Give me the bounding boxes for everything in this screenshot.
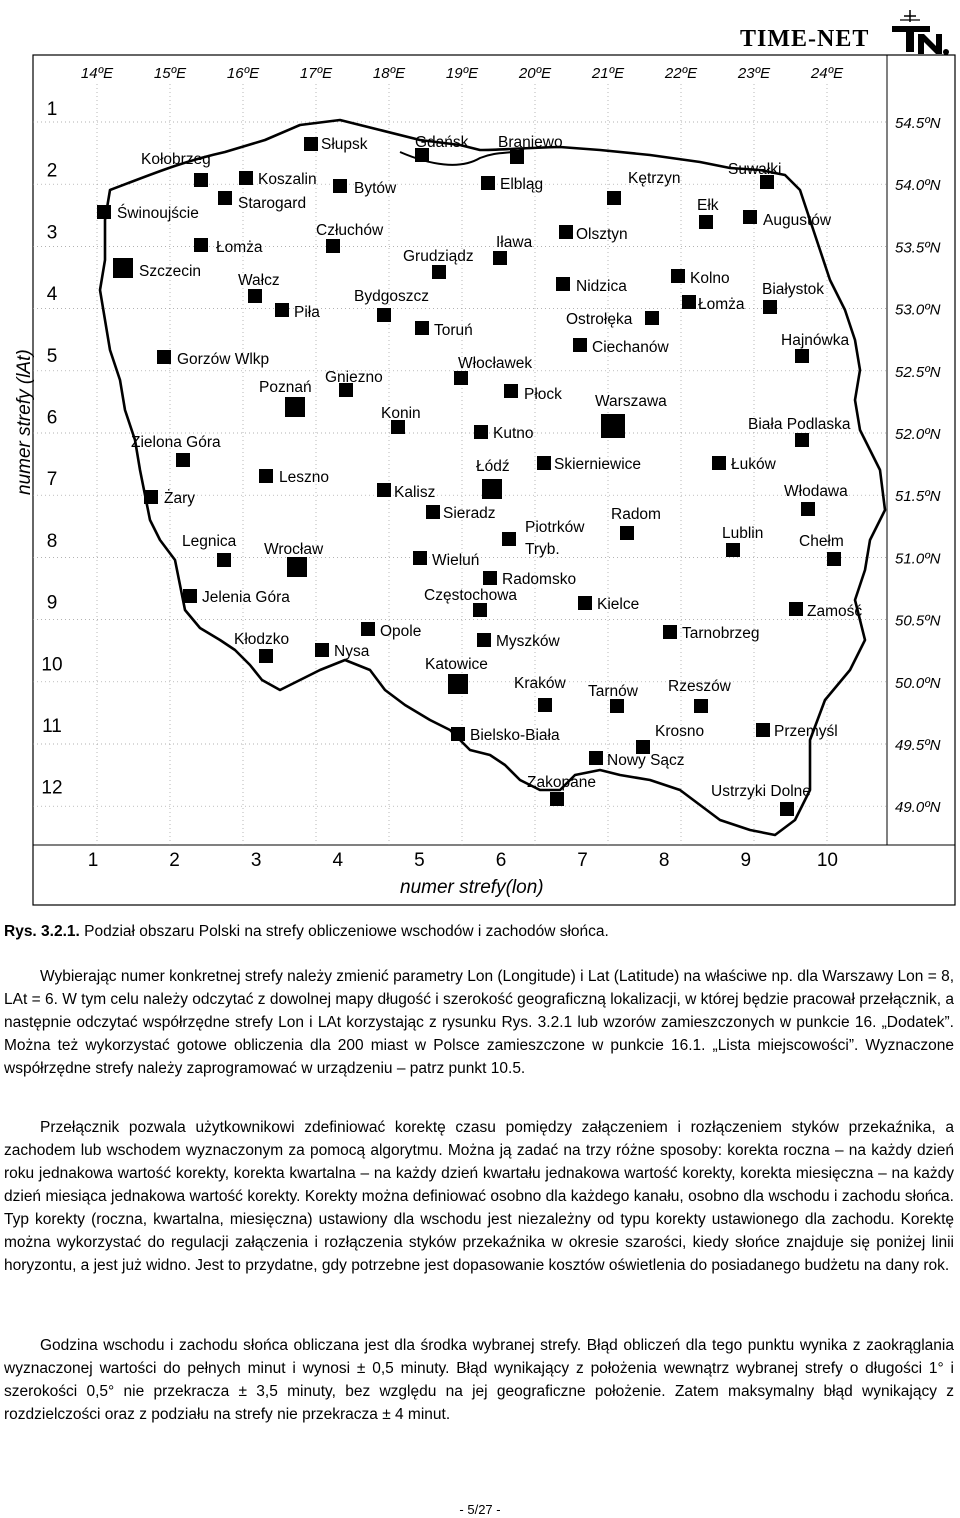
city-marker-icon bbox=[391, 420, 405, 434]
city-label: Tarnów bbox=[588, 683, 638, 700]
city-label: Kołobrzeg bbox=[141, 151, 211, 168]
city-label: Leszno bbox=[279, 469, 329, 486]
lon-degree-label: 21ºE bbox=[591, 65, 625, 82]
city-marker-icon bbox=[473, 603, 487, 617]
city-marker-icon bbox=[789, 602, 803, 616]
city-marker-icon bbox=[607, 191, 621, 205]
city-label: Płock bbox=[524, 386, 562, 403]
brand-name: TIME-NET bbox=[740, 26, 870, 52]
city-label: Piła bbox=[294, 304, 320, 321]
lon-zone-number: 10 bbox=[816, 850, 838, 871]
lat-zone-number: 4 bbox=[46, 284, 58, 306]
lon-zone-number: 4 bbox=[332, 850, 344, 871]
city-marker-icon bbox=[194, 238, 208, 252]
city-label: Łuków bbox=[731, 456, 776, 473]
city-marker-icon bbox=[556, 277, 570, 291]
city-marker-icon bbox=[743, 210, 757, 224]
city-label: Kłodzko bbox=[234, 631, 290, 648]
city-label: Słupsk bbox=[321, 136, 368, 153]
city-label: Myszków bbox=[496, 633, 560, 650]
city-label: Nidzica bbox=[576, 278, 627, 295]
city-label: Ustrzyki Dolne bbox=[711, 783, 811, 800]
city-marker-icon bbox=[699, 215, 713, 229]
lat-zone-number: 11 bbox=[42, 716, 62, 737]
city-label: Konin bbox=[381, 405, 421, 422]
body-paragraph: Godzina wschodu i zachodu słońca obliczana jest dla środka wybranej strefy. Błąd obliczeń dla tego punktu wynika z zaokrąglania wyznaczonej wartości do pełnych minut i wynosi ± 0,5 minuty. Błąd wynikający z położenia wewnątrz wybranej strefy o długości 1° i szerokości 0,5° nie przekracza ± 3,5 minuty, bez względu na jej geograficzne położenie. Zatem maksymalny błąd wynikający z rozdzielczości oraz z podziału na strefy nie przekracza ± 4 minut. bbox=[4, 1337, 954, 1423]
city-label: Bytów bbox=[354, 180, 397, 197]
city-marker-icon bbox=[315, 643, 329, 657]
lon-zone-number: 6 bbox=[495, 850, 507, 871]
city-marker-icon bbox=[415, 321, 429, 335]
page-number: - 5/27 - bbox=[459, 1502, 501, 1517]
city-marker-icon bbox=[259, 469, 273, 483]
lat-degree-label: 54.0ºN bbox=[895, 177, 941, 195]
lon-degree-label: 14ºE bbox=[80, 65, 114, 82]
lat-axis-title: numer strefy (lAt) bbox=[14, 349, 35, 495]
city-label: Zakopane bbox=[527, 774, 596, 791]
city-marker-icon bbox=[795, 433, 809, 447]
city-marker-icon bbox=[578, 596, 592, 610]
lat-degree-label: 51.5ºN bbox=[895, 488, 941, 506]
city-marker-icon bbox=[326, 239, 340, 253]
city-marker-icon bbox=[483, 571, 497, 585]
city-label: Starogard bbox=[238, 195, 307, 212]
city-label: Sieradz bbox=[443, 505, 496, 522]
lon-degree-label: 20ºE bbox=[518, 65, 552, 82]
city-label: Przemyśl bbox=[774, 723, 838, 740]
city-marker-icon bbox=[454, 371, 468, 385]
city-label: Opole bbox=[380, 623, 422, 640]
lat-degree-label: 54.5ºN bbox=[895, 115, 941, 132]
city-marker-icon bbox=[671, 269, 685, 283]
city-label: Zamość bbox=[807, 603, 863, 620]
city-label: Poznań bbox=[259, 379, 312, 396]
city-label: Ostrołęka bbox=[566, 311, 633, 328]
lon-degree-label: 24ºE bbox=[810, 65, 844, 82]
city-label: Łomża bbox=[216, 239, 263, 256]
city-marker-icon bbox=[97, 205, 111, 219]
city-label: Koszalin bbox=[258, 171, 317, 188]
figure-caption-label: Rys. 3.2.1. bbox=[4, 923, 80, 940]
city-label: Krosno bbox=[655, 723, 705, 740]
lon-zone-number: 3 bbox=[250, 850, 262, 871]
lon-degree-label: 23ºE bbox=[737, 65, 771, 82]
city-label: Elbląg bbox=[500, 176, 544, 193]
city-marker-icon bbox=[538, 698, 552, 712]
city-marker-icon bbox=[504, 384, 518, 398]
lat-degree-label: 53.5ºN bbox=[895, 239, 941, 257]
lat-degree-label: 53.0ºN bbox=[895, 301, 941, 319]
lat-degree-label: 52.5ºN bbox=[895, 363, 941, 381]
lon-degree-label: 19ºE bbox=[445, 65, 479, 82]
city-label: Katowice bbox=[425, 656, 488, 673]
city-label: Jelenia Góra bbox=[202, 589, 290, 606]
city-marker-icon bbox=[239, 171, 253, 185]
city-marker-icon bbox=[780, 802, 794, 816]
city-marker-icon bbox=[157, 350, 171, 364]
city-marker-icon bbox=[113, 258, 133, 278]
city-label: Włocławek bbox=[458, 355, 533, 372]
city-marker-icon bbox=[482, 479, 502, 499]
city-marker-icon bbox=[493, 251, 507, 265]
city-label: Kraków bbox=[514, 675, 566, 692]
city-marker-icon bbox=[537, 456, 551, 470]
city-label: Kalisz bbox=[394, 484, 436, 501]
lat-zone-number: 2 bbox=[46, 160, 58, 182]
city-label: Lublin bbox=[722, 525, 764, 542]
lat-zone-number: 6 bbox=[46, 407, 58, 429]
city-marker-icon bbox=[481, 176, 495, 190]
city-marker-icon bbox=[285, 397, 305, 417]
city-marker-icon bbox=[726, 543, 740, 557]
city-label: Radomsko bbox=[502, 571, 577, 588]
city-marker-icon bbox=[361, 622, 375, 636]
city-marker-icon bbox=[217, 553, 231, 567]
city-label: Iława bbox=[496, 234, 533, 251]
city-label: Hajnówka bbox=[781, 332, 850, 349]
city-label: Augustów bbox=[763, 212, 832, 229]
city-label: Ciechanów bbox=[592, 339, 669, 356]
city-label: Żary bbox=[164, 490, 195, 507]
city-marker-icon bbox=[474, 425, 488, 439]
lon-degree-label: 17ºE bbox=[299, 65, 333, 82]
lon-zone-number: 2 bbox=[169, 850, 180, 871]
city-marker-icon bbox=[663, 625, 677, 639]
city-label: Gorzów Wlkp bbox=[177, 351, 270, 368]
city-marker-icon bbox=[144, 490, 158, 504]
city-label: Kielce bbox=[597, 596, 640, 613]
city-marker-icon bbox=[601, 414, 625, 438]
city-label: Świnoujście bbox=[117, 205, 199, 222]
city-label: Białystok bbox=[762, 281, 825, 298]
lon-zone-number: 8 bbox=[658, 850, 670, 871]
lat-zone-number: 5 bbox=[46, 345, 58, 367]
city-label: Gdańsk bbox=[415, 134, 469, 151]
lon-zone-number: 1 bbox=[87, 850, 99, 871]
city-marker-icon bbox=[287, 557, 307, 577]
city-marker-icon bbox=[712, 456, 726, 470]
city-marker-icon bbox=[432, 265, 446, 279]
city-marker-icon bbox=[448, 674, 468, 694]
city-marker-icon bbox=[763, 300, 777, 314]
city-marker-icon bbox=[620, 526, 634, 540]
body-paragraph: Przełącznik pozwala użytkownikowi zdefiniować korektę czasu pomiędzy załączeniem i rozłączeniem styków przekaźnika, a zachodem lub wschodem wyznaczonym za pomocą algorytmu. Można ją zadać na trzy różne sposoby: korekta roczna – na każdy dzień roku jednakowa wartość korekty, korekta kwartalna – na każdy dzień kwartału jednakowa wartość korekty, korekta miesięczna – na każdy dzień miesiąca jednakowa wartość korekty. Korekty można definiować osobno dla każdego kanału, osobno dla wschodu i zachodu słońca. Typ korekty (roczna, kwartalna, miesięczna) ustawiony dla wschodu jest niezależny od typu korekty ustawionego dla zachodu. Korektę można wykorzystać do regulacji załączenia i rozłączenia styków przekaźnika w okresie szarości, kiedy słońce znajduje się poniżej linii horyzontu, a jest już widno. Jest to przydatne, gdy potrzebne jest dopasowanie kosztów oświetlenia do posiadanego budżetu na dany rok. bbox=[4, 1119, 954, 1274]
city-marker-icon bbox=[259, 649, 273, 663]
city-marker-icon bbox=[589, 751, 603, 765]
figure-caption-text: Podział obszaru Polski na strefy obliczeniowe wschodów i zachodów słońca. bbox=[79, 923, 609, 940]
lat-degree-label: 50.5ºN bbox=[895, 612, 941, 630]
lat-zone-number: 3 bbox=[46, 222, 58, 244]
city-label: Bydgoszcz bbox=[354, 288, 429, 305]
city-label: Toruń bbox=[434, 322, 473, 339]
city-label: Nysa bbox=[334, 643, 370, 660]
city-label: Grudziądz bbox=[403, 248, 474, 265]
city-marker-icon bbox=[426, 505, 440, 519]
city-marker-icon bbox=[694, 699, 708, 713]
lat-zone-number: 12 bbox=[41, 777, 63, 799]
city-label: Częstochowa bbox=[424, 587, 518, 604]
city-label: Kętrzyn bbox=[628, 170, 681, 187]
city-marker-icon bbox=[377, 483, 391, 497]
city-label: Gniezno bbox=[325, 369, 383, 386]
lon-degree-label: 15ºE bbox=[153, 65, 187, 82]
city-label: Tryb. bbox=[525, 541, 560, 558]
figure-caption bbox=[4, 922, 609, 942]
city-label: Szczecin bbox=[139, 263, 202, 280]
lat-zone-number: 10 bbox=[41, 654, 63, 676]
city-label: Włodawa bbox=[784, 483, 848, 500]
city-marker-icon bbox=[559, 225, 573, 239]
city-label: Tarnobrzeg bbox=[682, 625, 760, 642]
lon-degree-label: 22ºE bbox=[664, 65, 698, 82]
city-marker-icon bbox=[645, 311, 659, 325]
lon-degree-label: 18ºE bbox=[372, 65, 406, 82]
city-marker-icon bbox=[248, 289, 262, 303]
city-marker-icon bbox=[194, 173, 208, 187]
city-label: Człuchów bbox=[316, 222, 384, 239]
body-paragraph: Wybierając numer konkretnej strefy należy zmienić parametry Lon (Longitude) i Lat (Latitude) na właściwe np. dla Warszawy Lon = 8, LAt = 6. W tym celu należy odczytać z dowolnej mapy długość i szerokość geograficzną lokalizacji, w której będzie pracował przełącznik, a następnie odczytać współrzędne strefy Lon i LAt korzystając z rysunku Rys. 3.2.1 lub wzorów zamieszczonych w punkcie 16. „Dodatek”. Można też wykorzystać gotowe obliczenia dla 200 miast w Polsce zamieszczone w punkcie 16.1. „Lista miejscowości”. Wyznaczone współrzędne strefy należy zaprogramować w urządzeniu – patrz punkt 10.5. bbox=[4, 968, 954, 1077]
city-label: Skierniewice bbox=[554, 456, 642, 473]
lat-zone-number: 7 bbox=[46, 469, 58, 491]
city-label: Warszawa bbox=[595, 393, 667, 410]
city-label: Radom bbox=[611, 506, 661, 523]
lat-zone-number: 9 bbox=[46, 592, 58, 614]
city-marker-icon bbox=[756, 723, 770, 737]
city-label: Łódź bbox=[476, 458, 510, 475]
city-marker-icon bbox=[275, 303, 289, 317]
city-marker-icon bbox=[176, 453, 190, 467]
city-label: Nowy Sącz bbox=[607, 752, 685, 769]
city-label: Braniewo bbox=[498, 134, 563, 151]
city-marker-icon bbox=[682, 295, 696, 309]
lon-zone-number: 5 bbox=[414, 850, 425, 871]
city-marker-icon bbox=[573, 338, 587, 352]
lat-degree-label: 50.0ºN bbox=[895, 674, 941, 692]
city-label: Suwałki bbox=[728, 161, 782, 178]
city-marker-icon bbox=[795, 349, 809, 363]
city-label: Bielsko-Biała bbox=[470, 727, 560, 744]
city-marker-icon bbox=[610, 699, 624, 713]
lon-zone-number: 9 bbox=[740, 850, 752, 871]
lat-degree-label: 52.0ºN bbox=[895, 426, 941, 443]
city-label: Legnica bbox=[182, 533, 237, 550]
city-label: Zielona Góra bbox=[131, 434, 221, 451]
city-marker-icon bbox=[801, 502, 815, 516]
city-label: Kolno bbox=[690, 270, 730, 287]
city-label: Kutno bbox=[493, 425, 534, 442]
lat-degree-label: 51.0ºN bbox=[895, 550, 941, 568]
lon-axis-title: numer strefy(lon) bbox=[400, 877, 544, 898]
city-label: Chełm bbox=[799, 533, 844, 550]
lat-zone-number: 8 bbox=[46, 530, 58, 552]
lon-degree-label: 16ºE bbox=[226, 65, 260, 82]
city-marker-icon bbox=[451, 727, 465, 741]
city-label: Ełk bbox=[697, 197, 719, 214]
lat-zone-number: 1 bbox=[46, 99, 58, 120]
lat-degree-label: 49.5ºN bbox=[895, 737, 941, 754]
city-label: Wrocław bbox=[264, 541, 324, 558]
city-label: Wałcz bbox=[238, 272, 280, 289]
city-marker-icon bbox=[502, 532, 516, 546]
city-marker-icon bbox=[377, 308, 391, 322]
city-label: Olsztyn bbox=[576, 226, 628, 243]
city-marker-icon bbox=[827, 552, 841, 566]
city-label: Wieluń bbox=[432, 552, 480, 569]
city-marker-icon bbox=[510, 150, 524, 164]
city-marker-icon bbox=[477, 633, 491, 647]
city-label: Biała Podlaska bbox=[748, 416, 851, 433]
city-marker-icon bbox=[413, 551, 427, 565]
city-marker-icon bbox=[304, 137, 318, 151]
city-label: Rzeszów bbox=[668, 678, 731, 695]
city-marker-icon bbox=[333, 179, 347, 193]
city-marker-icon bbox=[550, 792, 564, 806]
lon-zone-number: 7 bbox=[577, 850, 588, 871]
city-label: Łomża bbox=[698, 296, 745, 313]
city-marker-icon bbox=[218, 191, 232, 205]
city-label: Piotrków bbox=[525, 519, 585, 536]
city-marker-icon bbox=[183, 589, 197, 603]
lat-degree-label: 49.0ºN bbox=[895, 799, 941, 817]
